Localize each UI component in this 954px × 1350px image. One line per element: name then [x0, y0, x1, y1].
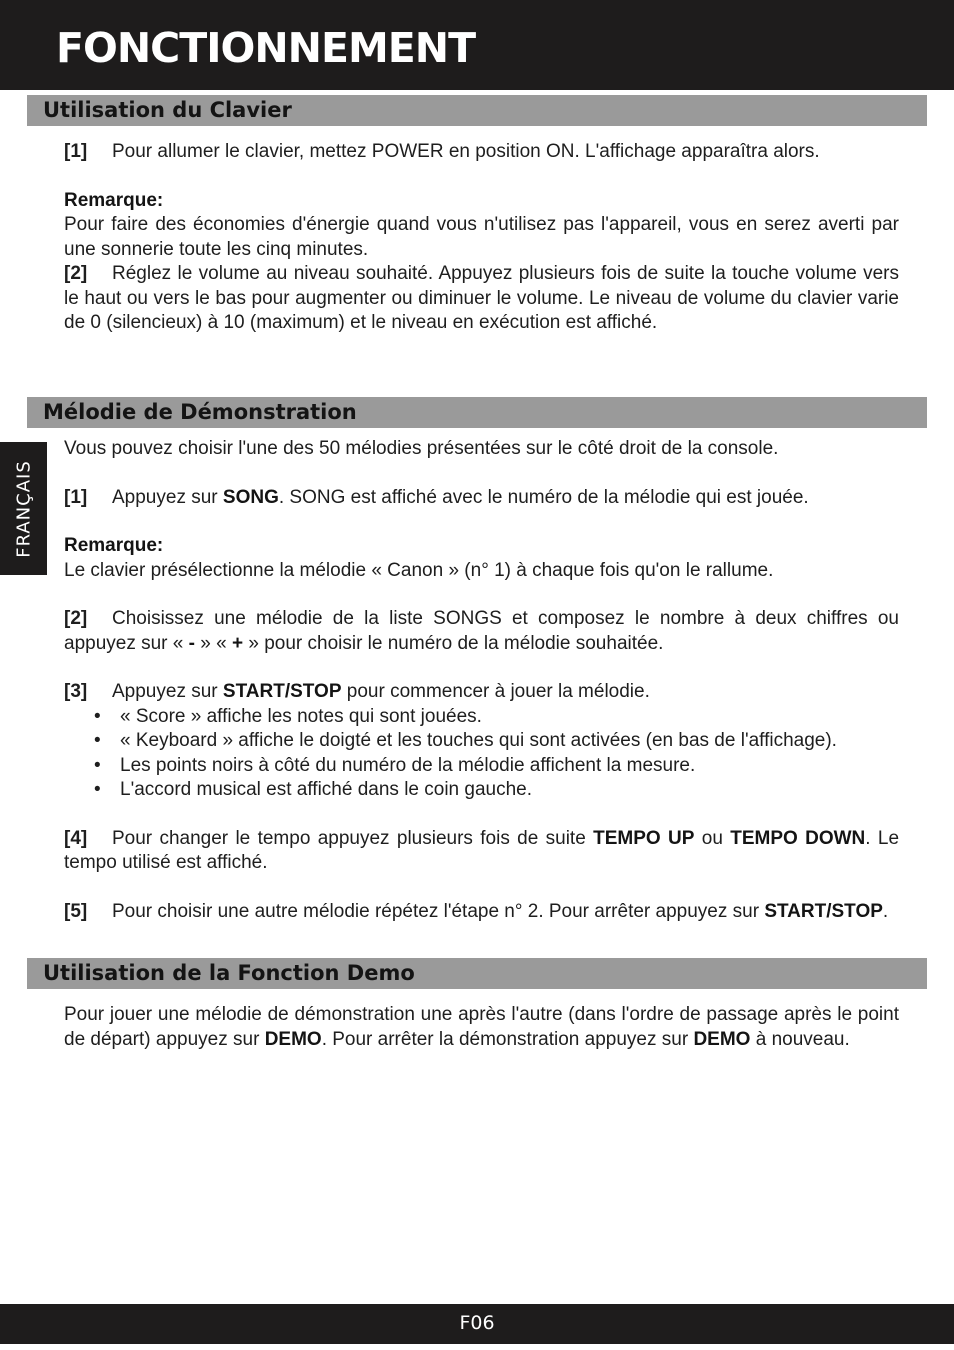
footer-band [0, 1304, 954, 1344]
bullet-list [64, 705, 899, 803]
minus-key: - [188, 632, 195, 654]
step-text: Pour allumer le clavier, mettez POWER en position ON. L'affichage apparaîtra alors. [112, 141, 820, 162]
step-paragraph: [2] Choisissez une mélodie de la liste SONGS et composez le nombre à deux chiffres ou appuyez sur « - » « + » pour choisir le numéro de la mélodie souhaitée. [64, 608, 899, 654]
key-name: TEMPO DOWN [730, 827, 866, 849]
section-body [64, 437, 899, 924]
list-item: • L'accord musical est affiché dans le coin gauche. [64, 778, 899, 803]
intro-text: Vous pouvez choisir l'une des 50 mélodies présentées sur le côté droit de la console. [64, 438, 779, 459]
step-paragraph: [5] Pour choisir une autre mélodie répétez l'étape n° 2. Pour arrêter appuyez sur START/STOP. [64, 900, 899, 925]
section-heading-bar [27, 397, 927, 428]
section-body [64, 140, 899, 336]
step-paragraph [64, 262, 899, 336]
demo-paragraph: Pour jouer une mélodie de démonstration une après l'autre (dans l'ordre de passage après le point de départ) appuyez sur DEMO. Pour arrêter la démonstration appuyez sur DEMO à nouveau. [64, 1004, 899, 1050]
key-name: TEMPO UP [593, 827, 695, 849]
section-heading: Utilisation du Clavier [43, 98, 292, 122]
step-number: [1] [64, 486, 88, 508]
section-heading: Mélodie de Démonstration [43, 400, 357, 424]
note-label: Remarque: [64, 535, 164, 556]
language-tab [0, 442, 47, 575]
step-paragraph: [3] Appuyez sur START/STOP pour commencer à jouer la mélodie. [64, 680, 899, 705]
header-band [0, 0, 954, 90]
language-label: FRANÇAIS [13, 459, 34, 558]
note-text: Pour faire des économies d'énergie quand vous n'utilisez pas l'appareil, vous en serez averti par une sonnerie toute les cinq minutes. [64, 214, 899, 260]
step-paragraph [64, 140, 899, 165]
page-number: F06 [459, 1312, 495, 1334]
step-number: [3] [64, 681, 88, 702]
section-heading-bar [27, 958, 927, 989]
step-number: [1] [64, 141, 88, 162]
page-title: FONCTIONNEMENT [56, 24, 476, 72]
section-body [64, 1003, 899, 1052]
list-item: • « Score » affiche les notes qui sont jouées. [64, 705, 899, 730]
key-name: DEMO [693, 1028, 751, 1050]
list-item: • Les points noirs à côté du numéro de la mélodie affichent la mesure. [64, 754, 899, 779]
step-number: [4] [64, 827, 88, 849]
key-name: DEMO [264, 1028, 322, 1050]
section-heading: Utilisation de la Fonction Demo [43, 961, 415, 985]
list-item: • « Keyboard » affiche le doigté et les touches qui sont activées (en bas de l'affichage). [64, 729, 899, 754]
key-name: START/STOP [764, 900, 883, 922]
step-number: [2] [64, 263, 88, 284]
note-text: Le clavier présélectionne la mélodie « Canon » (n° 1) à chaque fois qu'on le rallume. [64, 559, 774, 581]
plus-key: + [231, 632, 244, 654]
step-number: [2] [64, 608, 88, 629]
note-label: Remarque: [64, 189, 164, 211]
step-text: Réglez le volume au niveau souhaité. Appuyez plusieurs fois de suite la touche volume vers le haut ou vers le bas pour augmenter ou diminuer le volume. Le niveau de volume du clavier varie de 0 (silencieux) à 10 (maximum) et le niveau en exécution est affiché. [64, 263, 899, 333]
step-number: [5] [64, 900, 88, 922]
step-paragraph: [1] Appuyez sur SONG. SONG est affiché avec le numéro de la mélodie qui est jouée. [64, 486, 899, 511]
key-name: START/STOP [222, 681, 342, 702]
step-paragraph: [4] Pour changer le tempo appuyez plusieurs fois de suite TEMPO UP ou TEMPO DOWN. Le tempo utilisé est affiché. [64, 827, 900, 873]
key-name: SONG [222, 486, 279, 508]
section-heading-bar [27, 95, 927, 126]
